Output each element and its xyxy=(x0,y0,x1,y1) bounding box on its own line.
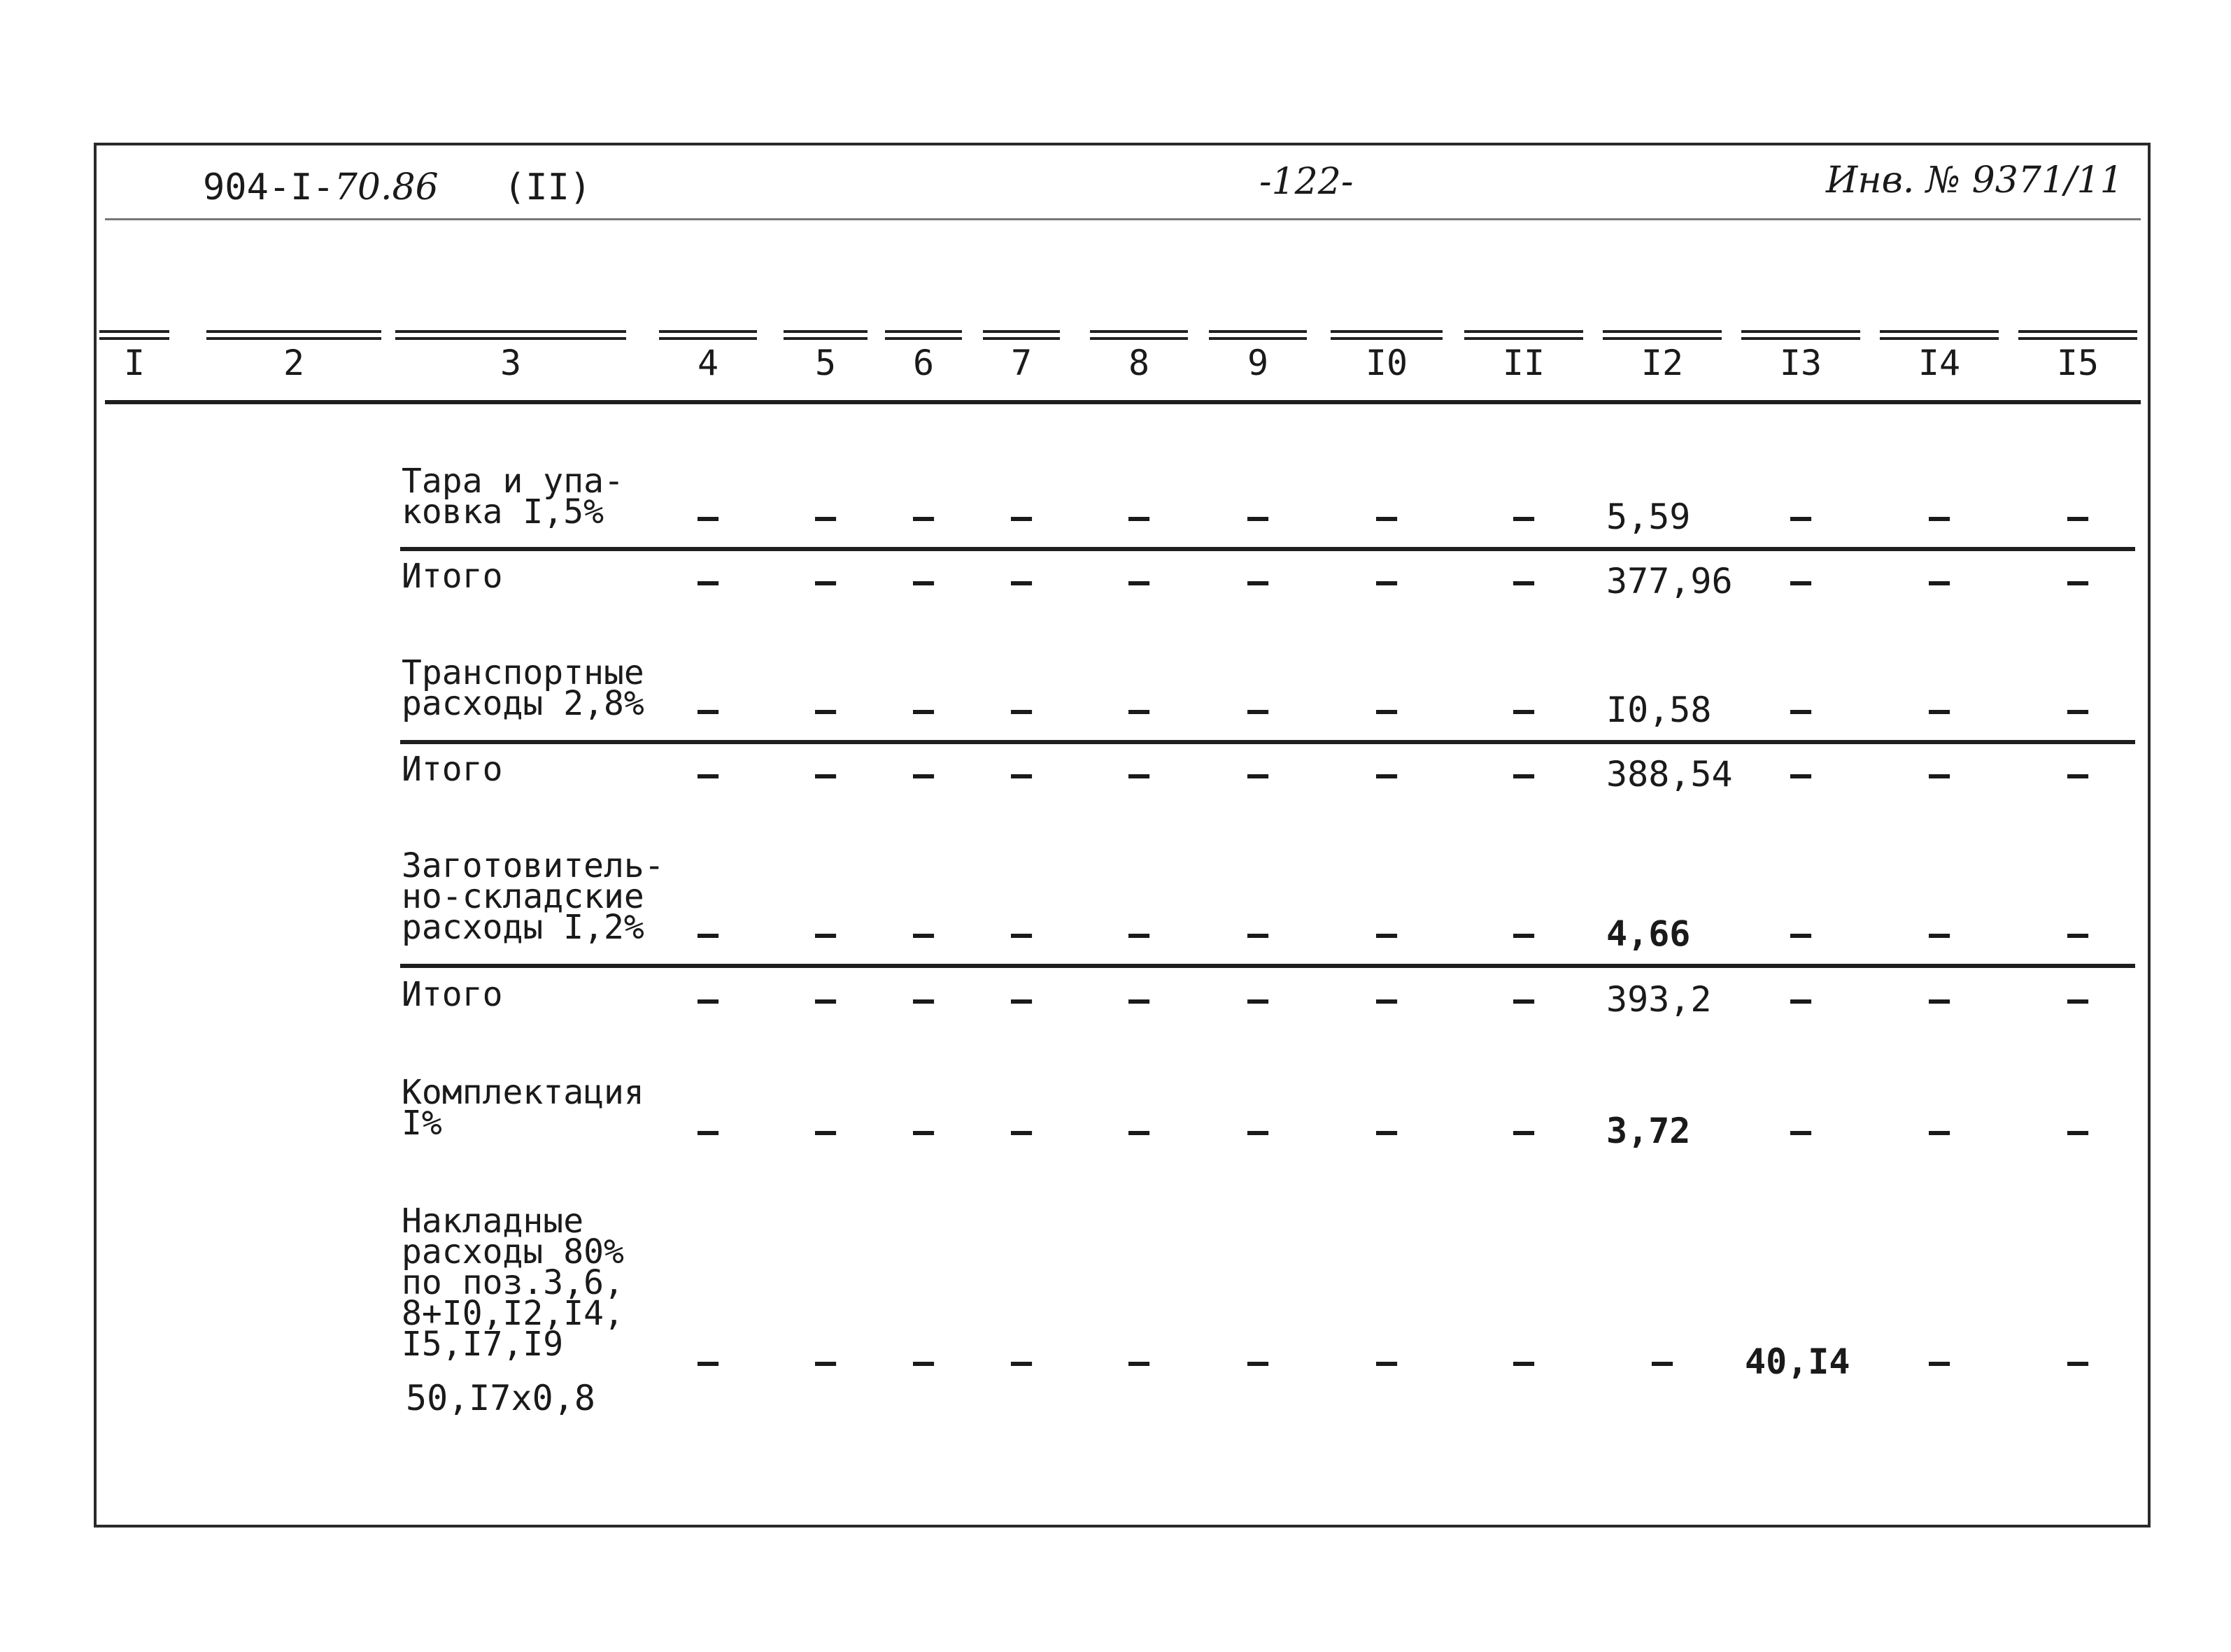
cell-dash: – xyxy=(1128,690,1150,730)
cell-dash: – xyxy=(912,754,935,795)
column-number: 4 xyxy=(697,343,719,383)
cell-dash: – xyxy=(2067,754,2089,795)
column-header-rule xyxy=(659,330,757,340)
doc-code-printed: 904-I- xyxy=(203,166,334,208)
column-number: 8 xyxy=(1128,343,1150,383)
doc-part: (II) xyxy=(504,166,592,208)
row-label: Тара и упа- ковка I,5% xyxy=(402,462,624,532)
cell-value: 393,2 xyxy=(1606,979,1712,1020)
cell-value: 388,54 xyxy=(1606,754,1733,795)
cell-dash: – xyxy=(1010,979,1033,1020)
cell-dash: – xyxy=(1790,754,1812,795)
cell-dash: – xyxy=(1010,1341,1033,1382)
column-header-rule xyxy=(1331,330,1443,340)
cell-dash: – xyxy=(1651,1341,1673,1382)
page-number: -122- xyxy=(1259,161,1354,203)
cell-dash: – xyxy=(1928,690,1950,730)
cell-dash: – xyxy=(814,913,837,954)
cell-dash: – xyxy=(1247,1341,1269,1382)
cell-dash: – xyxy=(814,690,837,730)
column-number: 7 xyxy=(1010,343,1033,383)
doc-code-handwritten: 70.86 xyxy=(334,166,439,208)
cell-dash: – xyxy=(1375,913,1398,954)
cell-dash: – xyxy=(1928,497,1950,537)
cell-dash: – xyxy=(1128,979,1150,1020)
cell-dash: – xyxy=(814,754,837,795)
cell-dash: – xyxy=(1375,690,1398,730)
cell-dash: – xyxy=(2067,1111,2089,1151)
cell-dash: – xyxy=(697,754,719,795)
column-header-rule xyxy=(885,330,962,340)
cell-value: I0,58 xyxy=(1606,690,1712,730)
cell-dash: – xyxy=(1128,1111,1150,1151)
cell-dash: – xyxy=(1928,913,1950,954)
row-label: Итого xyxy=(402,750,503,789)
column-header-rule xyxy=(1741,330,1860,340)
column-header-rule xyxy=(1603,330,1722,340)
cell-dash: – xyxy=(1513,913,1535,954)
row-label: Итого xyxy=(402,975,503,1014)
column-number: 5 xyxy=(814,343,837,383)
row-label: Транспортные расходы 2,8% xyxy=(402,653,644,723)
cell-dash: – xyxy=(1790,979,1812,1020)
cell-dash: – xyxy=(1513,690,1535,730)
column-header-rule xyxy=(2018,330,2137,340)
column-header-rule xyxy=(395,330,626,340)
cell-dash: – xyxy=(1513,754,1535,795)
column-header-rule xyxy=(784,330,867,340)
cell-value: 40,I4 xyxy=(1745,1341,1850,1382)
cell-value: 377,96 xyxy=(1606,561,1733,601)
cell-dash: – xyxy=(2067,561,2089,601)
column-number: II xyxy=(1502,343,1545,383)
cell-dash: – xyxy=(814,979,837,1020)
column-number: 6 xyxy=(912,343,935,383)
cell-dash: – xyxy=(697,979,719,1020)
column-header-rule xyxy=(206,330,381,340)
cell-dash: – xyxy=(1128,754,1150,795)
column-number: I2 xyxy=(1641,343,1684,383)
cell-value: 3,72 xyxy=(1606,1111,1691,1151)
header-separator xyxy=(105,218,2141,220)
cell-value: 5,59 xyxy=(1606,497,1691,537)
cell-dash: – xyxy=(697,497,719,537)
column-number: I5 xyxy=(2056,343,2099,383)
cell-dash: – xyxy=(2067,690,2089,730)
cell-dash: – xyxy=(1928,754,1950,795)
cell-dash: – xyxy=(1790,913,1812,954)
cell-dash: – xyxy=(1128,497,1150,537)
row-label: Итого xyxy=(402,557,503,596)
cell-dash: – xyxy=(1928,1111,1950,1151)
column-number: 9 xyxy=(1247,343,1269,383)
cell-dash: – xyxy=(1247,754,1269,795)
cell-dash: – xyxy=(1247,979,1269,1020)
cell-dash: – xyxy=(912,1111,935,1151)
cell-dash: – xyxy=(1375,754,1398,795)
column-header-rule xyxy=(1880,330,1999,340)
cell-dash: – xyxy=(1375,1111,1398,1151)
doc-code xyxy=(203,166,439,208)
column-header-rule xyxy=(99,330,169,340)
cell-dash: – xyxy=(912,979,935,1020)
inventory-number: Инв. № 9371/11 xyxy=(1826,159,2123,201)
cell-dash: – xyxy=(1375,561,1398,601)
cell-dash: – xyxy=(1010,561,1033,601)
cell-dash: – xyxy=(912,1341,935,1382)
cell-value: 4,66 xyxy=(1606,913,1691,954)
row-label: Заготовитель- но-складские расходы I,2% xyxy=(402,846,665,947)
cell-dash: – xyxy=(1790,561,1812,601)
cell-dash: – xyxy=(2067,979,2089,1020)
column-number: I4 xyxy=(1918,343,1961,383)
cell-dash: – xyxy=(1247,1111,1269,1151)
cell-dash: – xyxy=(912,913,935,954)
cell-dash: – xyxy=(697,1341,719,1382)
column-number: I3 xyxy=(1779,343,1822,383)
cell-dash: – xyxy=(1790,1111,1812,1151)
column-header-rule xyxy=(1209,330,1307,340)
cell-dash: – xyxy=(1247,690,1269,730)
cell-dash: – xyxy=(1928,1341,1950,1382)
cell-dash: – xyxy=(697,561,719,601)
cell-dash: – xyxy=(1513,1111,1535,1151)
cell-dash: – xyxy=(814,1341,837,1382)
column-header-rule xyxy=(983,330,1060,340)
cell-dash: – xyxy=(1010,497,1033,537)
cell-dash: – xyxy=(912,497,935,537)
cell-dash: – xyxy=(1375,497,1398,537)
cell-dash: – xyxy=(1010,754,1033,795)
cell-dash: – xyxy=(1128,1341,1150,1382)
cell-dash: – xyxy=(697,690,719,730)
cell-dash: – xyxy=(1010,690,1033,730)
cell-dash: – xyxy=(2067,913,2089,954)
row-label: Комплектация I% xyxy=(402,1073,644,1143)
cell-dash: – xyxy=(1128,561,1150,601)
column-number: I0 xyxy=(1365,343,1408,383)
cell-dash: – xyxy=(912,690,935,730)
row-separator xyxy=(400,547,2135,551)
cell-dash: – xyxy=(1247,497,1269,537)
cell-dash: – xyxy=(2067,497,2089,537)
cell-dash: – xyxy=(814,1111,837,1151)
column-header-underline xyxy=(105,400,2141,404)
cell-dash: – xyxy=(1010,913,1033,954)
cell-dash: – xyxy=(1790,497,1812,537)
cell-dash: – xyxy=(912,561,935,601)
cell-dash: – xyxy=(1375,979,1398,1020)
cell-dash: – xyxy=(1513,561,1535,601)
column-header-rule xyxy=(1464,330,1583,340)
column-number: I xyxy=(123,343,146,383)
cell-dash: – xyxy=(814,561,837,601)
cell-dash: – xyxy=(1513,1341,1535,1382)
cell-dash: – xyxy=(1010,1111,1033,1151)
column-header-rule xyxy=(1090,330,1188,340)
row-label: Накладные расходы 80% по поз.3,6, 8+I0,I2,I4, I5,I7,I9 xyxy=(402,1202,624,1364)
cell-dash: – xyxy=(1928,979,1950,1020)
cell-dash: – xyxy=(1375,1341,1398,1382)
cell-dash: – xyxy=(697,1111,719,1151)
cell-dash: – xyxy=(814,497,837,537)
cell-dash: – xyxy=(1928,561,1950,601)
cell-dash: – xyxy=(697,913,719,954)
cell-dash: – xyxy=(1513,497,1535,537)
column-number: 2 xyxy=(283,343,305,383)
row-separator xyxy=(400,964,2135,968)
cell-dash: – xyxy=(1790,690,1812,730)
cell-dash: – xyxy=(1247,561,1269,601)
cell-dash: – xyxy=(1128,913,1150,954)
cell-dash: – xyxy=(1513,979,1535,1020)
cell-dash: – xyxy=(2067,1341,2089,1382)
overhead-formula: 50,I7x0,8 xyxy=(406,1378,595,1418)
row-separator xyxy=(400,740,2135,744)
cell-dash: – xyxy=(1247,913,1269,954)
column-number: 3 xyxy=(500,343,522,383)
